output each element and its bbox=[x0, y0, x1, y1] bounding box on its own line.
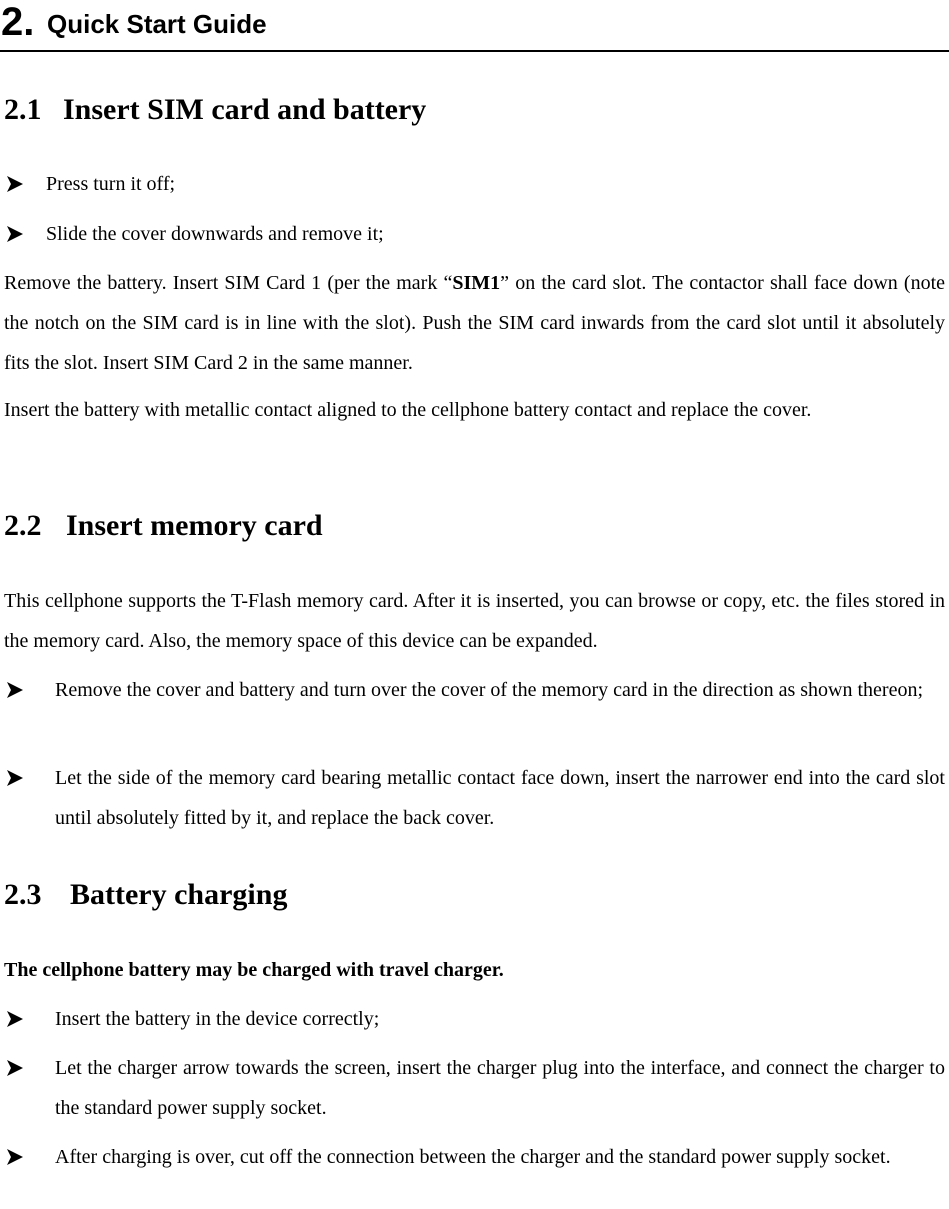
sim1-mark-text: SIM1 bbox=[452, 272, 501, 294]
chapter-header bbox=[0, 0, 949, 52]
arrowhead-bullet-icon bbox=[6, 670, 28, 710]
paragraph-text: Remove the battery. Insert SIM Card 1 (per the mark “ bbox=[4, 272, 453, 294]
list-item-text: Remove the cover and battery and turn over the cover of the memory card in the direction as shown thereon; bbox=[55, 679, 924, 701]
arrowhead-bullet-icon bbox=[6, 1048, 28, 1088]
section-number: 2.2 bbox=[4, 509, 42, 542]
list-item-text: Insert the battery in the device correctly; bbox=[55, 1008, 380, 1030]
paragraph-sim-instructions bbox=[4, 263, 945, 383]
paragraph-battery-instructions: Insert the battery with metallic contact aligned to the cellphone battery contact and replace the cover. bbox=[4, 399, 812, 421]
list-item-text: Let the side of the memory card bearing metallic contact face down, insert the narrower end into the card slot until absolutely fitted by it, and replace the back cover. bbox=[55, 767, 945, 829]
paragraph-text: ” on the card slot. The contactor shall face down (note the notch on the SIM card is in line with the slot). Push the SIM card inwards from the card slot until it absolutely fits the slot. Insert SIM Card 2 in the same manner. bbox=[4, 272, 946, 374]
section-title: Insert SIM card and battery bbox=[63, 93, 427, 126]
chapter-title: Quick Start Guide bbox=[47, 9, 267, 39]
list-item-text: Press turn it off; bbox=[46, 173, 176, 195]
chapter-number: 2. bbox=[1, 0, 35, 44]
arrowhead-bullet-icon bbox=[6, 1137, 28, 1177]
section-number: 2.1 bbox=[4, 93, 42, 126]
section-heading-2-2 bbox=[4, 508, 323, 544]
arrowhead-bullet-icon bbox=[6, 214, 28, 254]
section-title: Battery charging bbox=[70, 878, 288, 911]
section-heading-2-1 bbox=[4, 92, 427, 128]
list-item-text: After charging is over, cut off the connection between the charger and the standard power supply socket. bbox=[55, 1146, 891, 1168]
section-number: 2.3 bbox=[4, 878, 42, 911]
list-item-text: Slide the cover downwards and remove it; bbox=[46, 223, 384, 245]
arrowhead-bullet-icon bbox=[6, 758, 28, 798]
arrowhead-bullet-icon bbox=[6, 164, 28, 204]
paragraph-memory-intro: This cellphone supports the T-Flash memory card. After it is inserted, you can browse or copy, etc. the files stored in the memory card. Also, the memory space of this device can be expanded. bbox=[4, 590, 945, 652]
section-heading-2-3 bbox=[4, 877, 288, 913]
arrowhead-bullet-icon bbox=[6, 999, 28, 1039]
section-title: Insert memory card bbox=[66, 509, 323, 542]
paragraph-charging-intro: The cellphone battery may be charged with travel charger. bbox=[4, 959, 504, 981]
list-item-text: Let the charger arrow towards the screen, insert the charger plug into the interface, and connect the charger to the standard power supply socket. bbox=[55, 1057, 945, 1119]
